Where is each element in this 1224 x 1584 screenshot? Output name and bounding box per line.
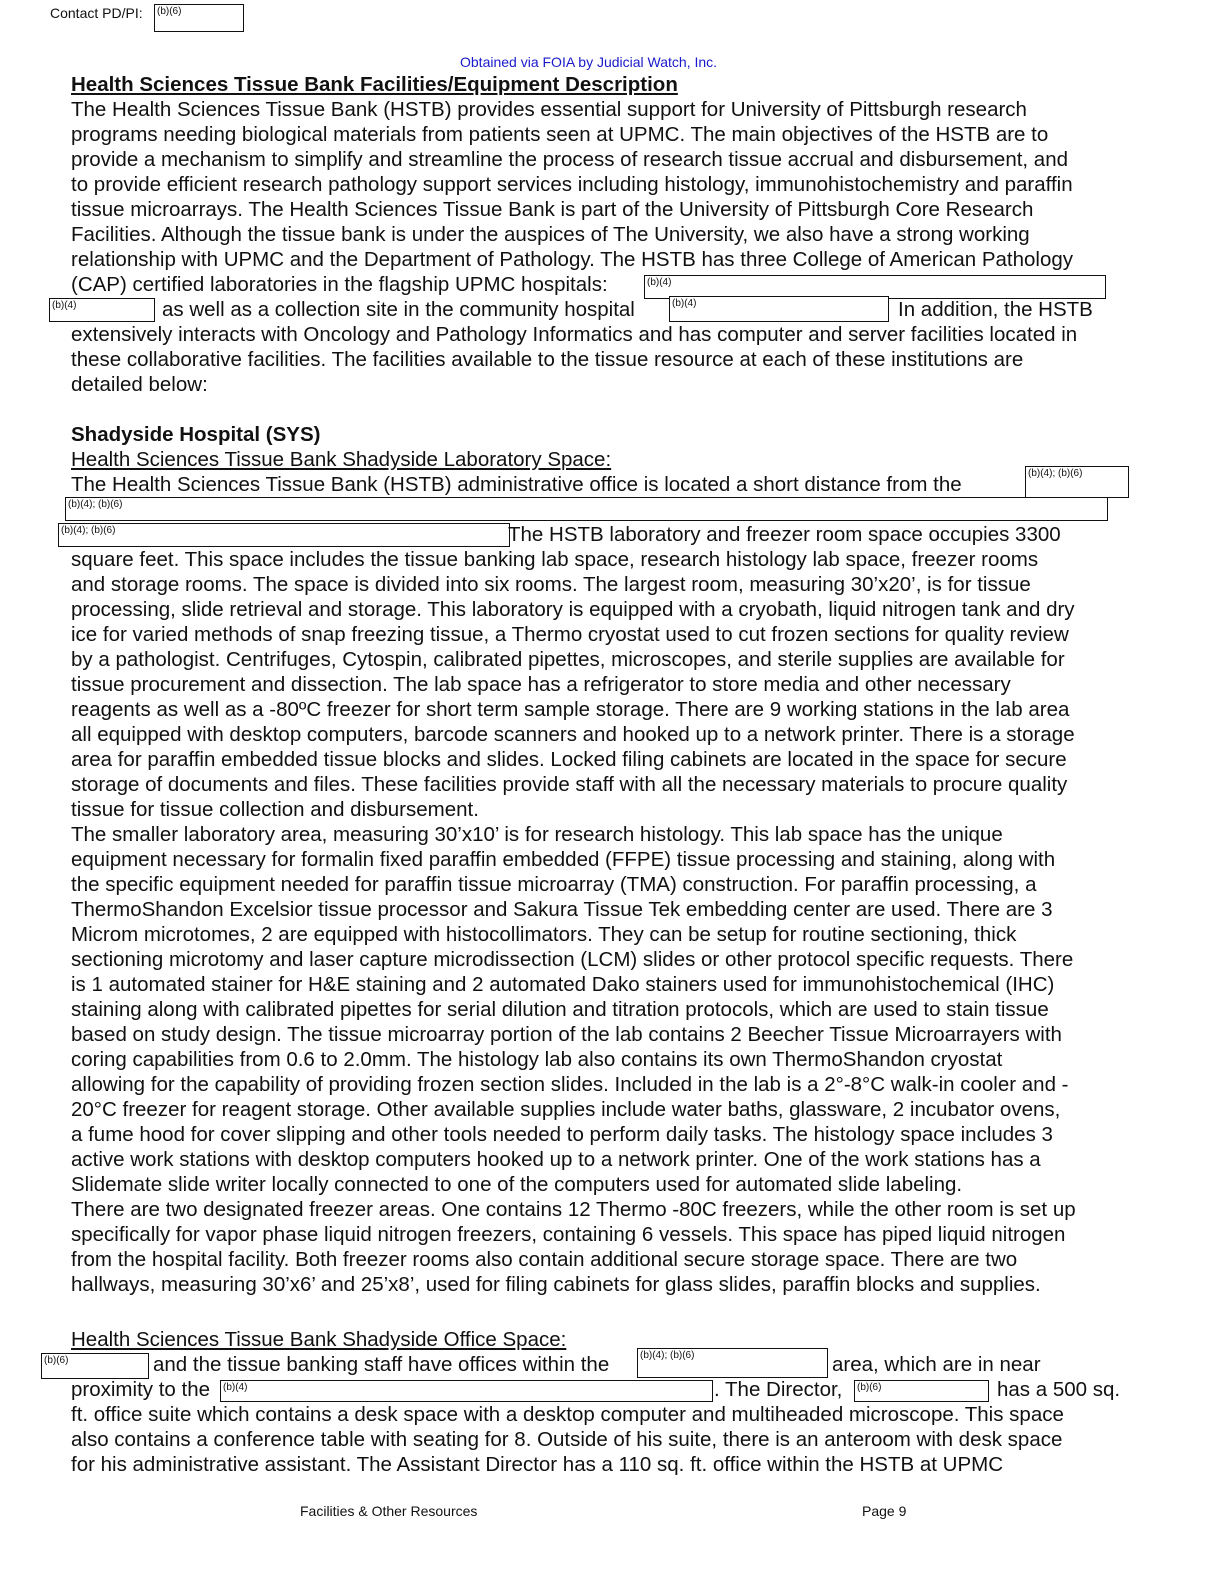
paragraph-line: Slidemate slide writer locally connected to one of the computers used for automated slide labeling. xyxy=(71,1173,963,1196)
paragraph-line: for his administrative assistant. The Assistant Director has a 110 sq. ft. office within the HSTB at UPMC xyxy=(71,1453,1003,1476)
paragraph-line: also contains a conference table with seating for 8. Outside of his suite, there is an anteroom with desk space xyxy=(71,1428,1063,1451)
paragraph-line: programs needing biological materials from patients seen at UPMC. The main objectives of the HSTB are to xyxy=(71,123,1049,146)
paragraph-line: The Health Sciences Tissue Bank (HSTB) administrative office is located a short distance from the xyxy=(71,473,962,496)
redaction-box: (b)(6) xyxy=(154,4,244,32)
paragraph-line: based on study design. The tissue microarray portion of the lab contains 2 Beecher Tissue Microarrayers with xyxy=(71,1023,1062,1046)
paragraph-line: ThermoShandon Excelsior tissue processor and Sakura Tissue Tek embedding center are used. There are 3 xyxy=(71,898,1053,921)
paragraph-line: Microm microtomes, 2 are equipped with histocollimators. They can be setup for routine sectioning, thick xyxy=(71,923,1017,946)
redaction-box: (b)(6) xyxy=(41,1353,149,1379)
paragraph-line: by a pathologist. Centrifuges, Cytospin, calibrated pipettes, microscopes, and sterile supplies are available for xyxy=(71,648,1065,671)
redaction-box: (b)(4) xyxy=(49,298,155,322)
paragraph-line: In addition, the HSTB xyxy=(898,298,1093,321)
paragraph-line: detailed below: xyxy=(71,373,208,396)
redaction-box: (b)(4); (b)(6) xyxy=(58,523,510,547)
paragraph-line: coring capabilities from 0.6 to 2.0mm. The histology lab also contains its own ThermoShandon cryostat xyxy=(71,1048,1003,1071)
redaction-box: (b)(6) xyxy=(854,1380,989,1402)
paragraph-line: (CAP) certified laboratories in the flagship UPMC hospitals: xyxy=(71,273,608,296)
paragraph-line: from the hospital facility. Both freezer rooms also contain additional secure storage space. There are two xyxy=(71,1248,1018,1271)
paragraph-line: tissue for tissue collection and disbursement. xyxy=(71,798,479,821)
paragraph-line: The Health Sciences Tissue Bank (HSTB) provides essential support for University of Pittsburgh research xyxy=(71,98,1027,121)
paragraph-line: allowing for the capability of providing frozen section slides. Included in the lab is a 2°-8°C walk-in cooler and - xyxy=(71,1073,1069,1096)
paragraph-line: ice for varied methods of snap freezing tissue, a Thermo cryostat used to cut frozen sections for quality review xyxy=(71,623,1069,646)
footer-section: Facilities & Other Resources xyxy=(300,1503,478,1519)
paragraph-line: The HSTB laboratory and freezer room space occupies 3300 xyxy=(508,523,1061,546)
paragraph-line: reagents as well as a -80ºC freezer for short term sample storage. There are 9 working stations in the lab area xyxy=(71,698,1070,721)
paragraph-line: ft. office suite which contains a desk space with a desktop computer and multiheaded microscope. This space xyxy=(71,1403,1064,1426)
paragraph-line: a fume hood for cover slipping and other tools needed to perform daily tasks. The histology space includes 3 xyxy=(71,1123,1053,1146)
section-heading: Shadyside Hospital (SYS) xyxy=(71,423,321,446)
redaction-box: (b)(4) xyxy=(220,1380,713,1402)
paragraph-line: as well as a collection site in the community hospital xyxy=(162,298,635,321)
paragraph-line: The smaller laboratory area, measuring 30’x10’ is for research histology. This lab space has the unique xyxy=(71,823,1003,846)
document-title: Health Sciences Tissue Bank Facilities/Equipment Description xyxy=(71,73,678,96)
subsection-heading: Health Sciences Tissue Bank Shadyside Office Space: xyxy=(71,1328,567,1351)
paragraph-line: sectioning microtomy and laser capture microdissection (LCM) slides or other protocol specific requests. There xyxy=(71,948,1074,971)
paragraph-line: area, which are in near xyxy=(832,1353,1041,1376)
redaction-box: (b)(4); (b)(6) xyxy=(65,497,1108,521)
page-number: Page 9 xyxy=(862,1503,907,1519)
paragraph-line: these collaborative facilities. The facilities available to the tissue resource at each of these institutions are xyxy=(71,348,1024,371)
paragraph-line: area for paraffin embedded tissue blocks and slides. Locked filing cabinets are located in the space for secure xyxy=(71,748,1067,771)
redaction-box: (b)(4); (b)(6) xyxy=(1025,466,1129,498)
paragraph-line: hallways, measuring 30’x6’ and 25’x8’, used for filing cabinets for glass slides, paraffin blocks and supplies. xyxy=(71,1273,1041,1296)
paragraph-line: There are two designated freezer areas. One contains 12 Thermo -80C freezers, while the other room is set up xyxy=(71,1198,1076,1221)
paragraph-line: and storage rooms. The space is divided into six rooms. The largest room, measuring 30’x20’, is for tissue xyxy=(71,573,1031,596)
paragraph-line: and the tissue banking staff have offices within the xyxy=(153,1353,610,1376)
paragraph-line: all equipped with desktop computers, barcode scanners and hooked up to a network printer. There is a storage xyxy=(71,723,1075,746)
paragraph-line: active work stations with desktop computers hooked up to a network printer. One of the work stations has a xyxy=(71,1148,1041,1171)
paragraph-line: proximity to the xyxy=(71,1378,210,1401)
paragraph-line: has a 500 sq. xyxy=(997,1378,1121,1401)
redaction-box: (b)(4) xyxy=(669,296,889,322)
redaction-box: (b)(4) xyxy=(644,275,1106,299)
paragraph-line: 20°C freezer for reagent storage. Other available supplies include water baths, glassware, 2 incubator ovens, xyxy=(71,1098,1061,1121)
paragraph-line: extensively interacts with Oncology and Pathology Informatics and has computer and server facilities located in xyxy=(71,323,1078,346)
contact-label: Contact PD/PI: xyxy=(50,5,143,21)
subsection-heading: Health Sciences Tissue Bank Shadyside Laboratory Space: xyxy=(71,448,612,471)
paragraph-line: to provide efficient research pathology support services including histology, immunohistochemistry and paraffin xyxy=(71,173,1073,196)
paragraph-line: specifically for vapor phase liquid nitrogen freezers, containing 6 vessels. This space has piped liquid nitrogen xyxy=(71,1223,1066,1246)
foia-notice: Obtained via FOIA by Judicial Watch, Inc. xyxy=(460,54,718,70)
paragraph-line: storage of documents and files. These facilities provide staff with all the necessary materials to procure quality xyxy=(71,773,1068,796)
redaction-box: (b)(4); (b)(6) xyxy=(637,1348,828,1378)
paragraph-line: relationship with UPMC and the Department of Pathology. The HSTB has three College of American Pathology xyxy=(71,248,1073,271)
paragraph-line: square feet. This space includes the tissue banking lab space, research histology lab space, freezer rooms xyxy=(71,548,1039,571)
paragraph-line: . The Director, xyxy=(714,1378,843,1401)
paragraph-line: processing, slide retrieval and storage. This laboratory is equipped with a cryobath, liquid nitrogen tank and dry xyxy=(71,598,1075,621)
paragraph-line: staining along with calibrated pipettes for serial dilution and titration protocols, which are used to stain tissue xyxy=(71,998,1049,1021)
paragraph-line: equipment necessary for formalin fixed paraffin embedded (FFPE) tissue processing and staining, along with xyxy=(71,848,1056,871)
paragraph-line: tissue procurement and dissection. The lab space has a refrigerator to store media and other necessary xyxy=(71,673,1011,696)
paragraph-line: Facilities. Although the tissue bank is under the auspices of The University, we also have a strong working xyxy=(71,223,1030,246)
paragraph-line: provide a mechanism to simplify and streamline the process of research tissue accrual and disbursement, and xyxy=(71,148,1069,171)
paragraph-line: tissue microarrays. The Health Sciences Tissue Bank is part of the University of Pittsburgh Core Research xyxy=(71,198,1034,221)
paragraph-line: is 1 automated stainer for H&E staining and 2 automated Dako stainers used for immunohistochemical (IHC) xyxy=(71,973,1055,996)
paragraph-line: the specific equipment needed for paraffin tissue microarray (TMA) construction. For paraffin processing, a xyxy=(71,873,1037,896)
